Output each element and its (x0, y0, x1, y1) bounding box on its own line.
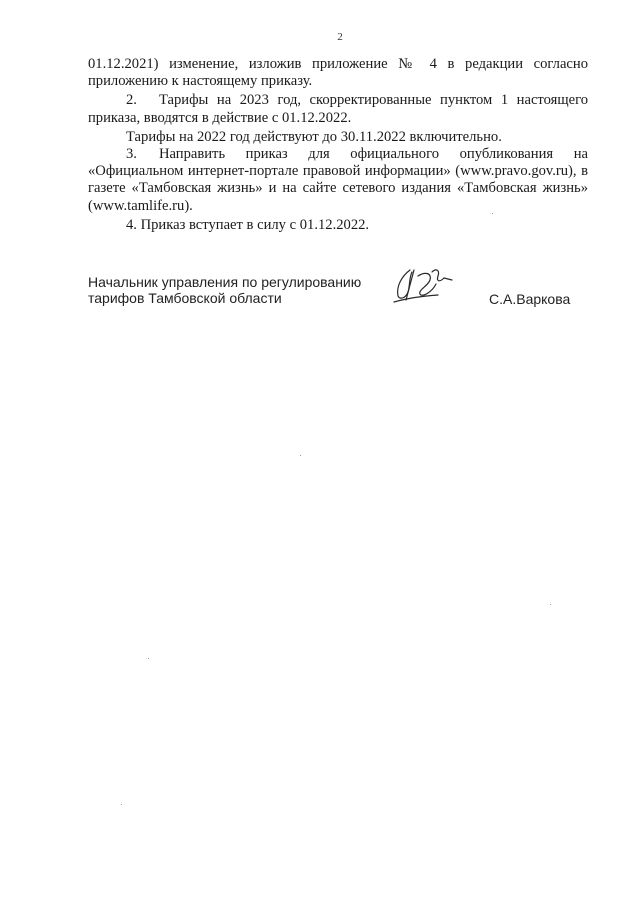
item-2-text: Тарифы на 2023 год, скорректированные пунктом 1 настоящего приказа, вводятся в действие с 01.12.2022. (88, 92, 588, 126)
scan-speck (148, 658, 149, 659)
scan-speck (300, 455, 301, 456)
handwritten-signature (388, 262, 468, 312)
item-3-number: 3. (126, 146, 137, 163)
document-body (88, 56, 588, 234)
signer-name: С.А.Варкова (489, 291, 571, 307)
item-3-text: Направить приказ для официального опубликования на «Официальном интернет-портале правовой информации» (www.pravo.gov.ru), в газете «Тамбовская жизнь» и на сайте сетевого издания «Тамбовская жизнь» (www.tamlife.ru). (88, 146, 588, 214)
item-2-paragraph (88, 92, 588, 126)
position-line-2: тарифов Тамбовской области (88, 290, 282, 306)
tariffs-2022-paragraph: Тарифы на 2022 год действуют до 30.11.2022 включительно. (126, 128, 502, 145)
item-4-paragraph: 4. Приказ вступает в силу с 01.12.2022. (126, 216, 370, 233)
item-3-paragraph (88, 146, 588, 215)
position-line-1: Начальник управления по регулированию (88, 274, 362, 290)
scan-speck (121, 804, 122, 805)
position-title (88, 274, 388, 306)
scan-speck (550, 604, 551, 605)
item-2-number: 2. (126, 92, 137, 109)
scan-speck (492, 213, 493, 214)
signature-block (88, 274, 588, 334)
continuation-paragraph: 01.12.2021) изменение, изложив приложение № 4 в редакции согласно приложению к настоящему приказу. (88, 56, 588, 90)
page-number: 2 (337, 31, 343, 43)
